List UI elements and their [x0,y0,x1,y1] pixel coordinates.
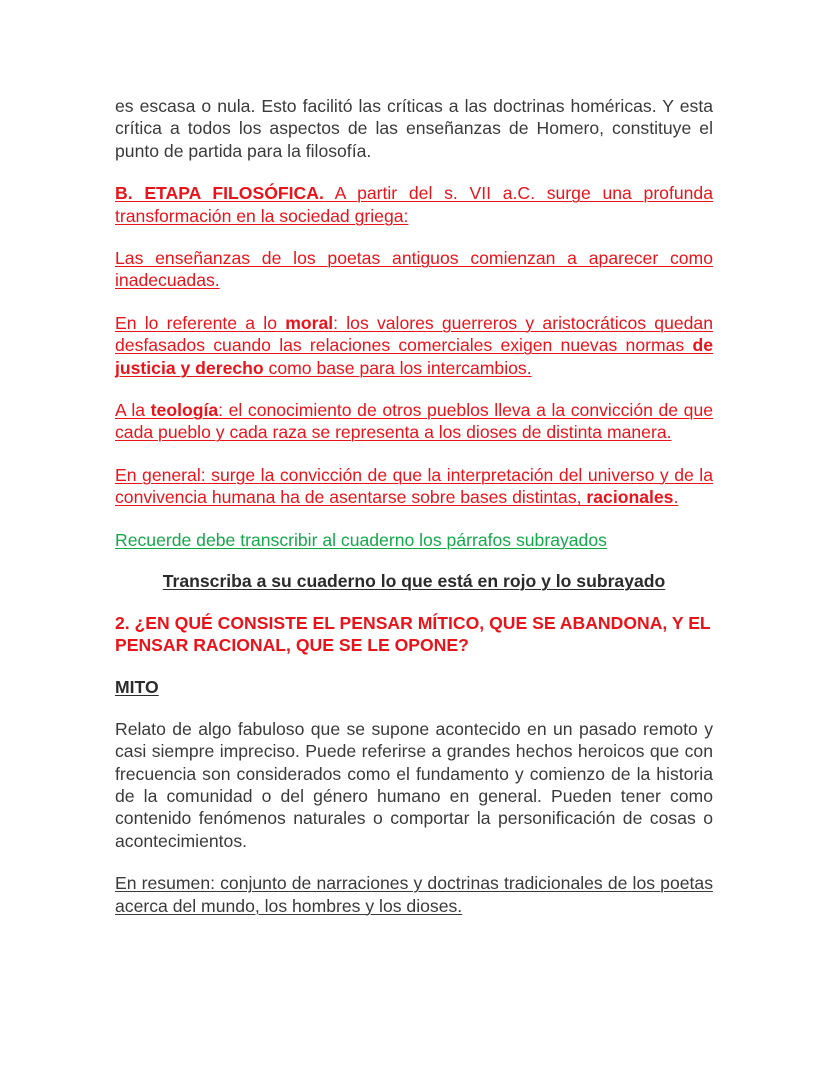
mito-title: MITO [115,677,159,698]
etapa-filosofica-paragraph [115,182,713,227]
mito-definition: Relato de algo fabuloso que se supone acontecido en un pasado remoto y casi siempre impreciso. Puede referirse a grandes hechos heroicos que con frecuencia son considerados como el fundamento y comienzo de la historia de la comunidad o del género humano en general. Pueden tener como contenido fenómenos naturales o comportar la personificación de cosas o acontecimientos. [115,718,713,851]
section-heading: 2. ¿EN QUÉ CONSISTE EL PENSAR MÍTICO, QUE SE ABANDONA, Y EL PENSAR RACIONAL, QUE SE LE OPONE? [115,612,711,655]
justicia-bold: de justicia y derecho [115,335,713,378]
document-page [115,95,713,936]
moral-bold: moral [285,312,334,333]
teologia-post: : el conocimiento de otros pueblos lleva a la convicción de que cada pueblo y cada raza se representa a los dioses de distinta manera. [115,400,714,443]
general-post: . [673,487,679,508]
intro-paragraph: es escasa o nula. Esto facilitó las críticas a las doctrinas homéricas. Y esta crítica a todos los aspectos de las enseñanzas de Homero, constituye el punto de partida para la filosofía. [115,96,713,161]
moral-pre: En lo referente a lo [115,312,286,333]
general-pre: En general: surge la convicción de que la interpretación del universo y de la convivencia humana ha de asentarse sobre bases distintas, [115,464,713,508]
teologia-pre: A la [115,400,151,421]
moral-mid: : los valores guerreros y aristocráticos quedan desfasados cuando las relaciones comerciales exigen nuevas normas [115,312,713,356]
general-paragraph [115,464,713,509]
racionales-bold: racionales [586,487,674,508]
moral-post: como base para los intercambios. [263,357,532,378]
mito-summary: En resumen: conjunto de narraciones y doctrinas tradicionales de los poetas acerca del mundo, los hombres y los dioses. [115,873,713,916]
etapa-filosofica-text: A partir del s. VII a.C. surge una profunda transformación en la sociedad griega: [115,183,713,226]
reminder-note: Recuerde debe transcribir al cuaderno los párrafos subrayados [115,529,607,550]
teologia-bold: teología [150,400,219,421]
moral-paragraph [115,312,713,379]
ensenanzas-paragraph: Las enseñanzas de los poetas antiguos comienzan a aparecer como inadecuadas. [115,248,713,291]
etapa-filosofica-title: B. ETAPA FILOSÓFICA. [115,183,324,204]
transcription-instruction: Transcriba a su cuaderno lo que está en rojo y lo subrayado [162,571,666,592]
teologia-paragraph [115,399,713,444]
